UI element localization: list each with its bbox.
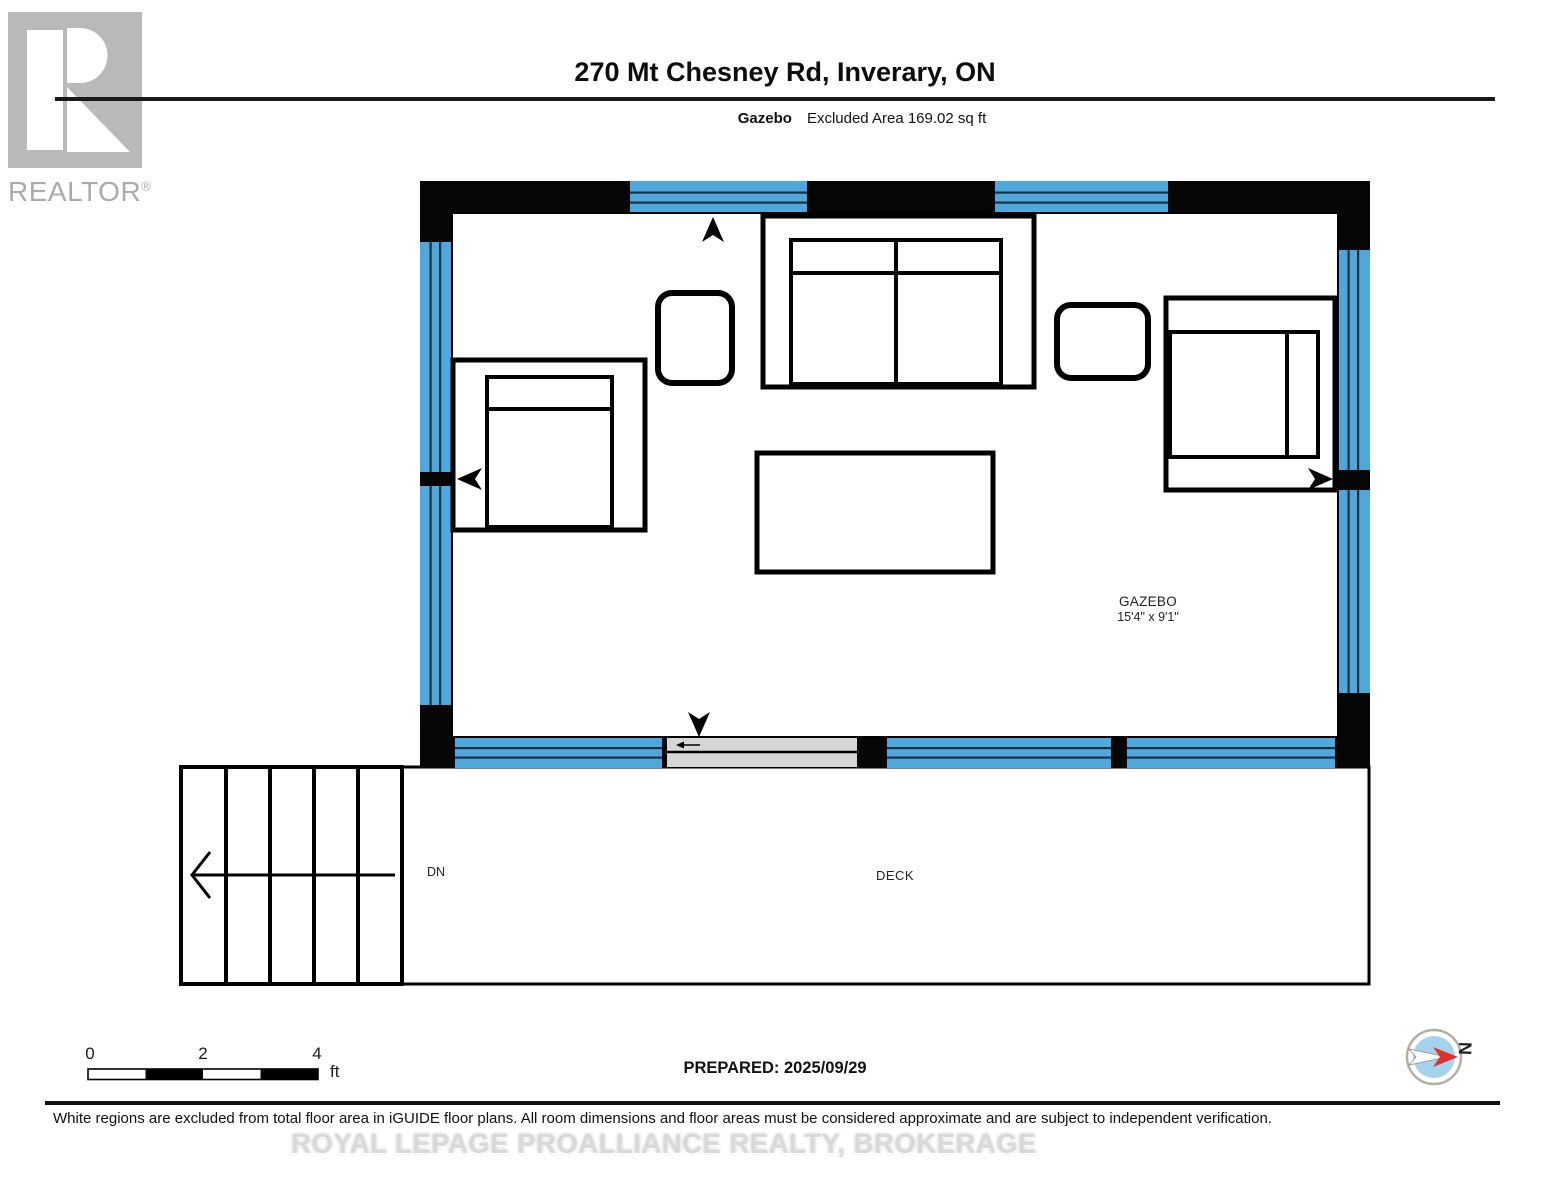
window-segment-left-lower [420, 486, 452, 705]
window-segment-top-right [995, 181, 1168, 213]
window-segment-left-upper [420, 242, 452, 472]
footer-divider [45, 1101, 1500, 1105]
room-dimensions: 15'4" x 9'1" [1117, 610, 1179, 624]
excluded-area-note: Excluded Area 169.02 sq ft [806, 110, 987, 127]
side-table-right [1057, 305, 1148, 378]
scale-tick-2: 2 [198, 1044, 208, 1063]
window-segment-bottom-middle [887, 737, 1111, 768]
side-table-left [658, 293, 732, 383]
room-label [1117, 594, 1179, 624]
armchair-left [453, 360, 645, 530]
brand-name: REALTOR [8, 176, 142, 207]
page-title: 270 Mt Chesney Rd, Inverary, ON [574, 57, 996, 87]
stairs-dn-label: DN [426, 865, 446, 879]
scale-bar [88, 1069, 318, 1080]
armchair-right [1166, 298, 1335, 490]
window-segment-top-left [630, 181, 807, 213]
deck-label: DECK [875, 868, 915, 883]
scale-tick-0: 0 [85, 1044, 95, 1063]
window-segment-bottom-right [1127, 737, 1335, 768]
window-segment-bottom-left [455, 737, 662, 768]
stairs [181, 767, 402, 984]
brokerage-watermark: ROYAL LEPAGE PROALLIANCE REALTY, BROKERAGE [291, 1128, 1037, 1159]
north-label: N [1454, 1041, 1476, 1056]
sliding-door [667, 738, 857, 767]
window-segment-right-lower [1338, 490, 1370, 693]
scale-tick-4: 4 [312, 1044, 322, 1063]
prepared-date: PREPARED: 2025/09/29 [683, 1059, 867, 1077]
floor-label: Gazebo [737, 110, 792, 127]
sofa [763, 216, 1034, 387]
disclaimer-text: White regions are excluded from total floor area in iGUIDE floor plans. All room dimensions and floor areas must be considered approximate and are subject to independent verification. [53, 1110, 1272, 1127]
coffee-table [757, 453, 993, 572]
registered-mark: ® [141, 178, 152, 194]
room-name: GAZEBO [1118, 594, 1178, 609]
window-segment-right-upper [1338, 250, 1370, 470]
scale-unit: ft [330, 1062, 340, 1081]
compass-icon [1407, 1030, 1461, 1084]
